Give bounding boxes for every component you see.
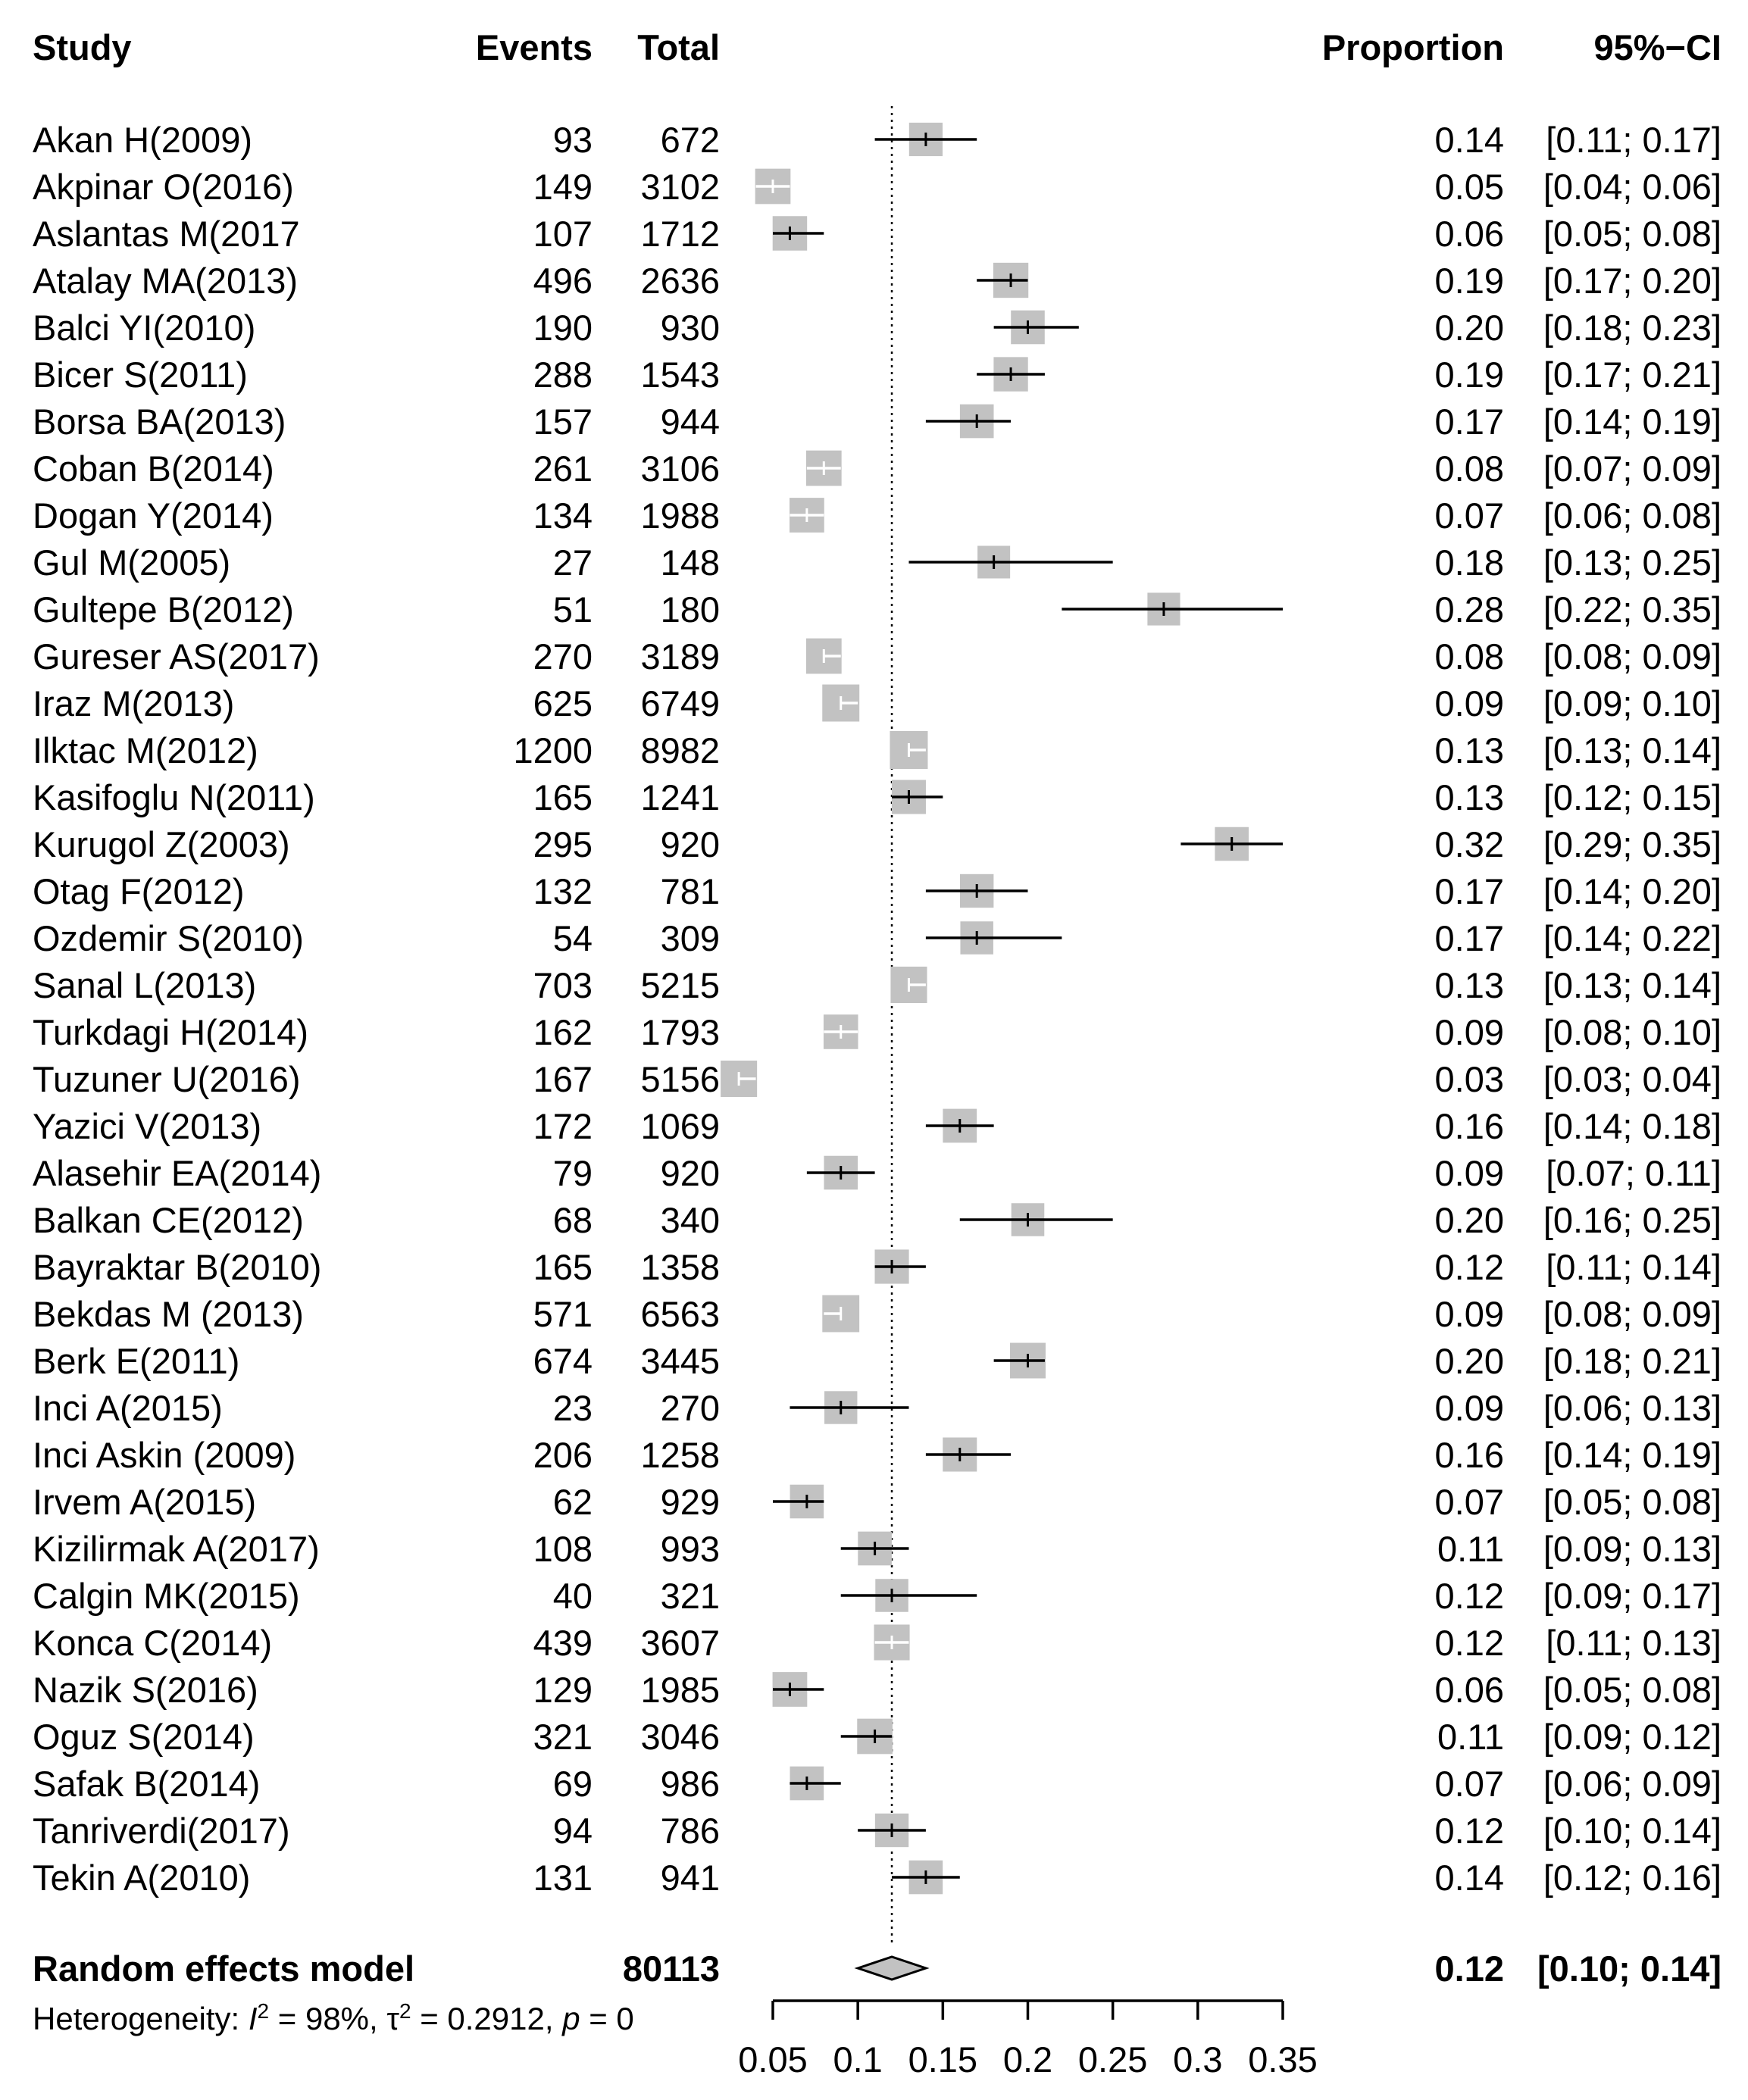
study-proportion: 0.12	[1434, 1246, 1504, 1287]
study-name: Iraz M(2013)	[33, 683, 235, 723]
study-ci: [0.22; 0.35]	[1543, 589, 1721, 630]
study-total: 993	[660, 1528, 720, 1569]
study-events: 162	[533, 1011, 593, 1052]
study-ci: [0.07; 0.11]	[1546, 1152, 1721, 1193]
header-proportion: Proportion	[1321, 27, 1504, 67]
study-events: 295	[533, 823, 593, 864]
study-total: 321	[660, 1575, 720, 1616]
study-name: Inci Askin (2009)	[33, 1434, 296, 1475]
study-total: 1069	[640, 1105, 720, 1146]
study-events: 157	[533, 401, 593, 442]
study-proportion: 0.20	[1434, 307, 1504, 348]
study-name: Kasifoglu N(2011)	[33, 777, 315, 817]
study-total: 6563	[640, 1293, 720, 1334]
study-proportion: 0.16	[1434, 1105, 1504, 1146]
study-total: 672	[660, 119, 720, 160]
study-ci: [0.04; 0.06]	[1543, 166, 1721, 207]
x-tick-label: 0.3	[1173, 2039, 1223, 2080]
study-ci: [0.05; 0.08]	[1543, 1481, 1721, 1522]
study-total: 3046	[640, 1716, 720, 1757]
study-events: 68	[552, 1199, 593, 1240]
study-proportion: 0.07	[1434, 495, 1504, 536]
study-name: Akan H(2009)	[33, 119, 252, 160]
study-name: Bayraktar B(2010)	[33, 1246, 322, 1287]
study-total: 5156	[640, 1058, 720, 1099]
i2-symbol: I	[248, 2001, 258, 2036]
heterogeneity-text	[33, 2001, 634, 2035]
study-total: 1988	[640, 495, 720, 536]
study-total: 3102	[640, 166, 720, 207]
study-proportion: 0.18	[1434, 542, 1504, 583]
study-events: 69	[552, 1763, 593, 1804]
study-proportion: 0.12	[1434, 1575, 1504, 1616]
study-events: 54	[552, 917, 593, 958]
study-name: Aslantas M(2017	[33, 213, 300, 254]
study-ci: [0.08; 0.09]	[1543, 636, 1721, 677]
study-total: 8982	[640, 730, 720, 770]
study-name: Tuzuner U(2016)	[33, 1058, 301, 1099]
study-proportion: 0.12	[1434, 1622, 1504, 1663]
study-events: 571	[533, 1293, 593, 1334]
study-proportion: 0.13	[1434, 964, 1504, 1005]
study-proportion: 0.08	[1434, 448, 1504, 489]
study-ci: [0.14; 0.18]	[1543, 1105, 1721, 1146]
study-ci: [0.16; 0.25]	[1543, 1199, 1721, 1240]
study-ci: [0.03; 0.04]	[1543, 1058, 1721, 1099]
study-total: 3607	[640, 1622, 720, 1663]
study-ci: [0.17; 0.21]	[1543, 354, 1721, 395]
study-name: Atalay MA(2013)	[33, 260, 299, 301]
study-ci: [0.06; 0.09]	[1543, 1763, 1721, 1804]
study-name: Akpinar O(2016)	[33, 166, 294, 207]
study-total: 1258	[640, 1434, 720, 1475]
heterogeneity-prefix: Heterogeneity:	[33, 2001, 249, 2036]
study-proportion: 0.03	[1434, 1058, 1504, 1099]
study-name: Kizilirmak A(2017)	[33, 1528, 320, 1569]
study-ci: [0.17; 0.20]	[1543, 260, 1721, 301]
study-total: 1241	[640, 777, 720, 817]
study-events: 149	[533, 166, 593, 207]
tau-value: = 0.2912,	[411, 2001, 563, 2036]
study-proportion: 0.20	[1434, 1340, 1504, 1381]
study-total: 5215	[640, 964, 720, 1005]
study-proportion: 0.09	[1434, 1387, 1504, 1428]
study-events: 129	[533, 1669, 593, 1710]
study-events: 172	[533, 1105, 593, 1146]
study-ci: [0.06; 0.13]	[1543, 1387, 1721, 1428]
study-proportion: 0.32	[1434, 823, 1504, 864]
study-events: 206	[533, 1434, 593, 1475]
header-study: Study	[33, 27, 132, 67]
study-name: Tekin A(2010)	[33, 1857, 251, 1898]
study-ci: [0.11; 0.17]	[1546, 119, 1721, 160]
study-proportion: 0.06	[1434, 213, 1504, 254]
study-events: 165	[533, 1246, 593, 1287]
study-name: Otag F(2012)	[33, 870, 245, 911]
study-proportion: 0.08	[1434, 636, 1504, 677]
study-total: 1793	[640, 1011, 720, 1052]
study-events: 703	[533, 964, 593, 1005]
study-events: 167	[533, 1058, 593, 1099]
study-ci: [0.14; 0.19]	[1543, 401, 1721, 442]
header-events: Events	[475, 27, 593, 67]
study-ci: [0.18; 0.21]	[1543, 1340, 1721, 1381]
summary-label: Random effects model	[33, 1948, 415, 1989]
study-ci: [0.18; 0.23]	[1543, 307, 1721, 348]
study-events: 107	[533, 213, 593, 254]
study-ci: [0.14; 0.20]	[1543, 870, 1721, 911]
study-ci: [0.05; 0.08]	[1543, 1669, 1721, 1710]
x-tick-label: 0.35	[1248, 2039, 1318, 2080]
study-events: 165	[533, 777, 593, 817]
study-name: Turkdagi H(2014)	[33, 1011, 308, 1052]
summary-diamond	[858, 1957, 926, 1980]
study-ci: [0.05; 0.08]	[1543, 213, 1721, 254]
study-total: 1358	[640, 1246, 720, 1287]
study-total: 270	[660, 1387, 720, 1428]
study-name: Irvem A(2015)	[33, 1481, 257, 1522]
study-ci: [0.08; 0.10]	[1543, 1011, 1721, 1052]
summary-proportion: 0.12	[1434, 1948, 1504, 1989]
study-total: 340	[660, 1199, 720, 1240]
study-events: 134	[533, 495, 593, 536]
study-events: 674	[533, 1340, 593, 1381]
study-ci: [0.11; 0.13]	[1546, 1622, 1721, 1663]
study-proportion: 0.17	[1434, 870, 1504, 911]
study-ci: [0.06; 0.08]	[1543, 495, 1721, 536]
study-proportion: 0.09	[1434, 683, 1504, 723]
study-name: Gureser AS(2017)	[33, 636, 320, 677]
study-name: Berk E(2011)	[33, 1340, 240, 1381]
study-ci: [0.08; 0.09]	[1543, 1293, 1721, 1334]
study-name: Bicer S(2011)	[33, 354, 248, 395]
study-name: Gultepe B(2012)	[33, 589, 294, 630]
study-total: 2636	[640, 260, 720, 301]
study-name: Inci A(2015)	[33, 1387, 223, 1428]
study-proportion: 0.19	[1434, 354, 1504, 395]
study-events: 40	[552, 1575, 593, 1616]
study-total: 786	[660, 1810, 720, 1851]
study-name: Dogan Y(2014)	[33, 495, 274, 536]
study-name: Sanal L(2013)	[33, 964, 257, 1005]
study-events: 132	[533, 870, 593, 911]
study-total: 941	[660, 1857, 720, 1898]
study-total: 920	[660, 823, 720, 864]
study-events: 108	[533, 1528, 593, 1569]
study-name: Ozdemir S(2010)	[33, 917, 304, 958]
study-proportion: 0.12	[1434, 1810, 1504, 1851]
study-total: 920	[660, 1152, 720, 1193]
study-ci: [0.10; 0.14]	[1543, 1810, 1721, 1851]
x-tick-label: 0.2	[1002, 2039, 1053, 2080]
x-tick-label: 0.15	[908, 2039, 978, 2080]
summary-ci: [0.10; 0.14]	[1537, 1948, 1721, 1989]
header-ci: 95%−CI	[1593, 27, 1721, 67]
study-events: 79	[552, 1152, 593, 1193]
x-tick-label: 0.1	[833, 2039, 883, 2080]
i2-value: = 98%,	[269, 2001, 387, 2036]
study-events: 23	[552, 1387, 593, 1428]
study-events: 270	[533, 636, 593, 677]
study-proportion: 0.13	[1434, 777, 1504, 817]
study-total: 944	[660, 401, 720, 442]
study-ci: [0.09; 0.17]	[1543, 1575, 1721, 1616]
study-total: 781	[660, 870, 720, 911]
study-total: 930	[660, 307, 720, 348]
study-proportion: 0.17	[1434, 917, 1504, 958]
study-events: 131	[533, 1857, 593, 1898]
study-events: 321	[533, 1716, 593, 1757]
study-events: 27	[552, 542, 593, 583]
study-total: 6749	[640, 683, 720, 723]
study-total: 1543	[640, 354, 720, 395]
study-events: 625	[533, 683, 593, 723]
study-proportion: 0.09	[1434, 1293, 1504, 1334]
p-symbol: p	[562, 2001, 580, 2036]
study-proportion: 0.11	[1437, 1528, 1504, 1569]
study-proportion: 0.16	[1434, 1434, 1504, 1475]
study-ci: [0.09; 0.12]	[1543, 1716, 1721, 1757]
tau-superscript: 2	[399, 1999, 411, 2023]
study-total: 3445	[640, 1340, 720, 1381]
study-name: Borsa BA(2013)	[33, 401, 286, 442]
study-name: Oguz S(2014)	[33, 1716, 255, 1757]
study-proportion: 0.20	[1434, 1199, 1504, 1240]
study-name: Alasehir EA(2014)	[33, 1152, 322, 1193]
study-ci: [0.14; 0.22]	[1543, 917, 1721, 958]
study-proportion: 0.14	[1434, 1857, 1504, 1898]
study-ci: [0.13; 0.14]	[1543, 730, 1721, 770]
study-name: Konca C(2014)	[33, 1622, 273, 1663]
x-tick-label: 0.25	[1077, 2039, 1148, 2080]
i2-superscript: 2	[257, 1999, 270, 2023]
summary-total: 80113	[622, 1948, 720, 1989]
study-proportion: 0.09	[1434, 1011, 1504, 1052]
study-proportion: 0.07	[1434, 1481, 1504, 1522]
study-events: 439	[533, 1622, 593, 1663]
study-proportion: 0.28	[1434, 589, 1504, 630]
study-total: 3189	[640, 636, 720, 677]
study-ci: [0.12; 0.16]	[1543, 1857, 1721, 1898]
study-name: Yazici V(2013)	[33, 1105, 262, 1146]
study-events: 94	[552, 1810, 593, 1851]
study-proportion: 0.07	[1434, 1763, 1504, 1804]
study-proportion: 0.14	[1434, 119, 1504, 160]
study-proportion: 0.17	[1434, 401, 1504, 442]
study-name: Calgin MK(2015)	[33, 1575, 300, 1616]
study-proportion: 0.05	[1434, 166, 1504, 207]
study-ci: [0.13; 0.25]	[1543, 542, 1721, 583]
study-name: Safak B(2014)	[33, 1763, 261, 1804]
study-name: Bekdas M (2013)	[33, 1293, 304, 1334]
study-name: Coban B(2014)	[33, 448, 274, 489]
tau-symbol: τ	[386, 2001, 399, 2036]
study-events: 62	[552, 1481, 593, 1522]
study-total: 1985	[640, 1669, 720, 1710]
study-proportion: 0.11	[1437, 1716, 1504, 1757]
study-total: 180	[660, 589, 720, 630]
study-total: 986	[660, 1763, 720, 1804]
study-events: 190	[533, 307, 593, 348]
study-proportion: 0.06	[1434, 1669, 1504, 1710]
x-tick-label: 0.05	[738, 2039, 808, 2080]
study-events: 261	[533, 448, 593, 489]
study-name: Kurugol Z(2003)	[33, 823, 290, 864]
study-name: Tanriverdi(2017)	[33, 1810, 290, 1851]
study-name: Ilktac M(2012)	[33, 730, 258, 770]
study-events: 93	[552, 119, 593, 160]
study-ci: [0.14; 0.19]	[1543, 1434, 1721, 1475]
study-ci: [0.29; 0.35]	[1543, 823, 1721, 864]
study-total: 148	[660, 542, 720, 583]
study-total: 3106	[640, 448, 720, 489]
p-value: = 0	[580, 2001, 634, 2036]
study-total: 309	[660, 917, 720, 958]
study-events: 51	[552, 589, 593, 630]
study-ci: [0.09; 0.10]	[1543, 683, 1721, 723]
study-events: 496	[533, 260, 593, 301]
study-name: Gul M(2005)	[33, 542, 231, 583]
study-name: Balkan CE(2012)	[33, 1199, 304, 1240]
study-ci: [0.09; 0.13]	[1543, 1528, 1721, 1569]
study-proportion: 0.19	[1434, 260, 1504, 301]
study-name: Balci YI(2010)	[33, 307, 256, 348]
study-total: 1712	[640, 213, 720, 254]
study-ci: [0.12; 0.15]	[1543, 777, 1721, 817]
study-proportion: 0.13	[1434, 730, 1504, 770]
study-events: 288	[533, 354, 593, 395]
study-ci: [0.07; 0.09]	[1543, 448, 1721, 489]
study-ci: [0.11; 0.14]	[1546, 1246, 1721, 1287]
study-ci: [0.13; 0.14]	[1543, 964, 1721, 1005]
study-proportion: 0.09	[1434, 1152, 1504, 1193]
header-total: Total	[637, 27, 720, 67]
study-total: 929	[660, 1481, 720, 1522]
study-name: Nazik S(2016)	[33, 1669, 258, 1710]
study-events: 1200	[513, 730, 593, 770]
